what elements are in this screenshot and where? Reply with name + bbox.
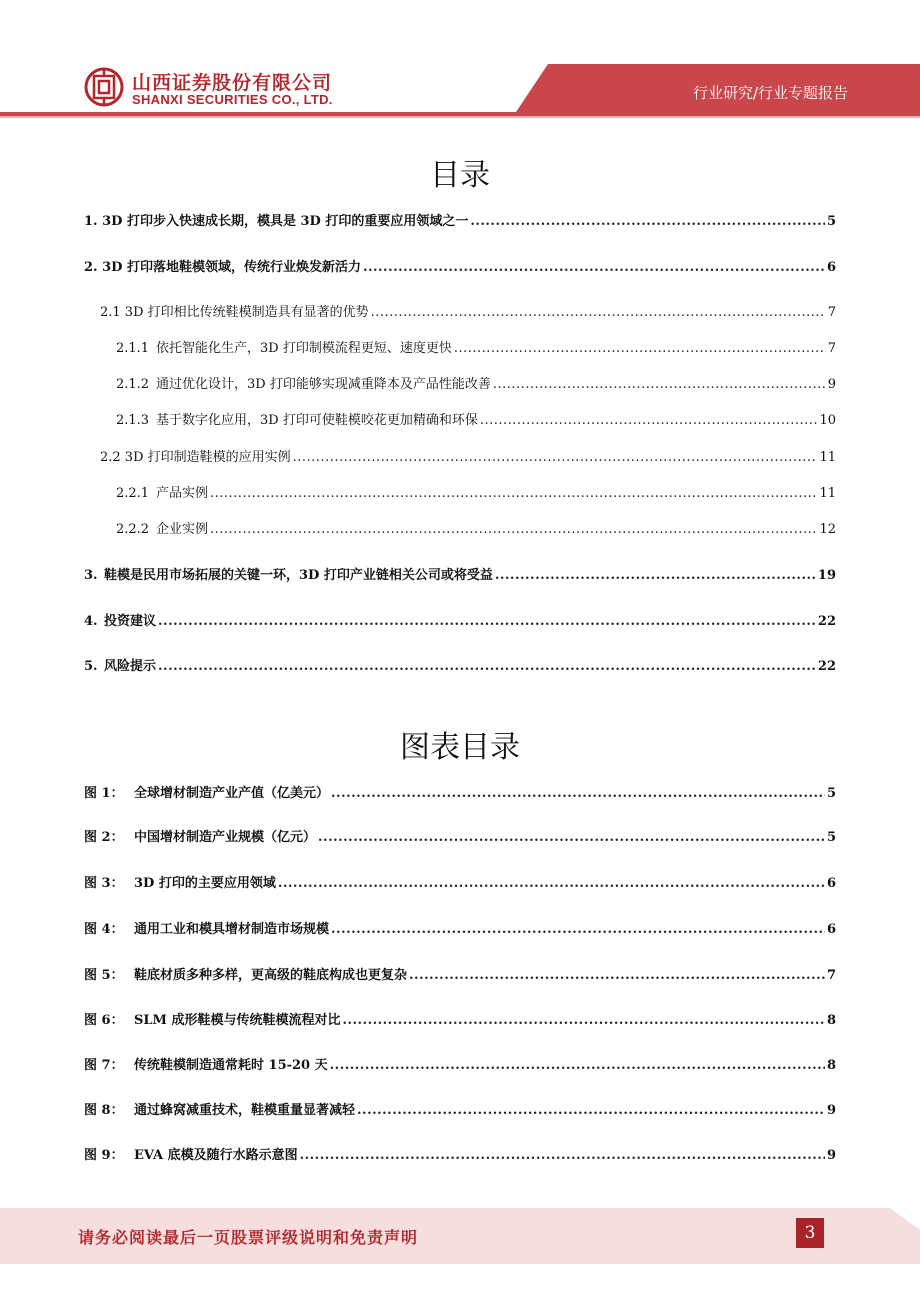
- toc-title: 目录: [430, 158, 490, 193]
- leader-dots: [158, 612, 816, 632]
- leader-dots: [210, 520, 817, 540]
- company-name-en: SHANXI SECURITIES CO., LTD.: [132, 92, 333, 107]
- figure-entry-page: 6: [826, 922, 836, 937]
- figure-entry-page: 8: [826, 1013, 836, 1028]
- leader-dots: [495, 566, 816, 586]
- figure-entry[interactable]: [84, 1011, 836, 1031]
- figure-entry-page: 9: [826, 1148, 836, 1163]
- toc-entry-label: 风险提示: [104, 659, 157, 674]
- figure-entry[interactable]: [84, 966, 836, 986]
- toc-entry-label: 2. 3D 打印落地鞋模领域，传统行业焕发新活力: [84, 260, 361, 275]
- toc-entry[interactable]: [116, 375, 836, 395]
- leader-dots: [278, 874, 825, 894]
- toc-entry-label: 投资建议: [104, 614, 157, 629]
- page-number: 3: [796, 1218, 824, 1248]
- figure-entry-label: 中国增材制造产业规模（亿元）: [134, 830, 317, 845]
- figure-entry-number: 图 7：: [84, 1058, 124, 1073]
- toc-entry-page: 12: [819, 522, 836, 537]
- figure-entry[interactable]: [84, 920, 836, 940]
- report-type-label: 行业研究/行业专题报告: [692, 84, 848, 102]
- toc-entry-label: 产品实例: [156, 486, 209, 501]
- figure-entry[interactable]: [84, 1056, 836, 1076]
- toc-entry[interactable]: [116, 411, 836, 431]
- figure-entry-page: 5: [826, 786, 836, 801]
- toc-entry-label: 鞋模是民用市场拓展的关键一环，3D 打印产业链相关公司或将受益: [104, 568, 493, 583]
- toc-entry-number: 2.2.1: [116, 486, 150, 501]
- leader-dots: [210, 484, 817, 504]
- toc-entry[interactable]: [116, 520, 836, 540]
- toc-entry-page: 11: [819, 486, 836, 501]
- toc-entry-label: 基于数字化应用，3D 打印可使鞋模咬花更加精确和环保: [156, 413, 478, 428]
- figure-entry-page: 9: [826, 1103, 836, 1118]
- toc-entry-number: 3.: [84, 568, 98, 583]
- shanxi-securities-logo-icon: [84, 67, 124, 107]
- figure-entry-number: 图 8：: [84, 1103, 124, 1118]
- leader-dots: [331, 784, 825, 804]
- figure-entry-number: 图 4：: [84, 922, 124, 937]
- toc-entry[interactable]: [84, 612, 836, 632]
- figure-entry-label: 通用工业和模具增材制造市场规模: [134, 922, 330, 937]
- toc-entry-label: 2.2 3D 打印制造鞋模的应用实例: [100, 450, 291, 465]
- toc-entry-page: 10: [819, 413, 836, 428]
- toc-entry-label: 1. 3D 打印步入快速成长期，模具是 3D 打印的重要应用领域之一: [84, 214, 469, 229]
- toc-entry-number: 5.: [84, 659, 98, 674]
- leader-dots: [454, 339, 826, 359]
- toc-entry[interactable]: [84, 258, 836, 278]
- leader-dots: [493, 375, 826, 395]
- figures-title: 图表目录: [400, 730, 520, 765]
- figure-entry[interactable]: [84, 1101, 836, 1121]
- toc-entry[interactable]: [100, 448, 836, 468]
- toc-entry[interactable]: [100, 303, 836, 323]
- toc-entry-page: 7: [827, 341, 836, 356]
- leader-dots: [293, 448, 818, 468]
- leader-dots: [331, 920, 825, 940]
- toc-entry-label: 2.1 3D 打印相比传统鞋模制造具有显著的优势: [100, 305, 369, 320]
- figure-entry-page: 5: [826, 830, 836, 845]
- leader-dots: [470, 212, 825, 232]
- toc-entry-label: 依托智能化生产，3D 打印制模流程更短、速度更快: [156, 341, 452, 356]
- leader-dots: [409, 966, 825, 986]
- figure-entry[interactable]: [84, 1146, 836, 1166]
- figure-entry-label: 全球增材制造产业产值（亿美元）: [134, 786, 330, 801]
- figure-entry-number: 图 2：: [84, 830, 124, 845]
- figure-entry-label: 通过蜂窝减重技术，鞋模重量显著减轻: [134, 1103, 356, 1118]
- toc-entry-page: 9: [827, 377, 836, 392]
- figure-entry-number: 图 6：: [84, 1013, 124, 1028]
- toc-entry-page: 7: [827, 305, 836, 320]
- leader-dots: [342, 1011, 825, 1031]
- figure-entry[interactable]: [84, 784, 836, 804]
- toc-entry-page: 5: [826, 214, 836, 229]
- figure-entry-page: 8: [826, 1058, 836, 1073]
- toc-entry-number: 2.2.2: [116, 522, 150, 537]
- toc-entry[interactable]: [84, 566, 836, 586]
- figure-entry-label: SLM 成形鞋模与传统鞋模流程对比: [134, 1013, 341, 1028]
- leader-dots: [300, 1146, 825, 1166]
- figure-entry-number: 图 5：: [84, 968, 124, 983]
- toc-entry-page: 11: [819, 450, 836, 465]
- toc-entry[interactable]: [116, 484, 836, 504]
- disclaimer-text: 请务必阅读最后一页股票评级说明和免责声明: [78, 1228, 419, 1247]
- toc-entry[interactable]: [116, 339, 836, 359]
- toc-entry-number: 2.1.1: [116, 341, 150, 356]
- figure-entry[interactable]: [84, 828, 836, 848]
- leader-dots: [330, 1056, 825, 1076]
- toc-entry-page: 22: [817, 659, 836, 674]
- leader-dots: [158, 657, 816, 677]
- toc-entry-number: 2.1.3: [116, 413, 150, 428]
- figure-entry-label: EVA 底模及随行水路示意图: [134, 1148, 298, 1163]
- figure-entry-page: 7: [826, 968, 836, 983]
- figure-entry-number: 图 3：: [84, 876, 124, 891]
- leader-dots: [371, 303, 826, 323]
- toc-entry[interactable]: [84, 657, 836, 677]
- figure-entry-number: 图 9：: [84, 1148, 124, 1163]
- figure-entry-label: 3D 打印的主要应用领域: [134, 876, 276, 891]
- figure-entry[interactable]: [84, 874, 836, 894]
- toc-entry-number: 4.: [84, 614, 98, 629]
- toc-entry-label: 企业实例: [156, 522, 209, 537]
- leader-dots: [363, 258, 825, 278]
- toc-entry-page: 19: [817, 568, 836, 583]
- figure-entry-label: 传统鞋模制造通常耗时 15-20 天: [134, 1058, 328, 1073]
- leader-dots: [480, 411, 818, 431]
- toc-entry[interactable]: [84, 212, 836, 232]
- company-name-cn: 山西证券股份有限公司: [132, 72, 333, 94]
- leader-dots: [357, 1101, 825, 1121]
- leader-dots: [318, 828, 825, 848]
- toc-entry-number: 2.1.2: [116, 377, 150, 392]
- page-header: [0, 0, 920, 120]
- figure-entry-page: 6: [826, 876, 836, 891]
- figure-entry-number: 图 1：: [84, 786, 124, 801]
- figure-entry-label: 鞋底材质多种多样，更高级的鞋底构成也更复杂: [134, 968, 408, 983]
- toc-entry-page: 22: [817, 614, 836, 629]
- toc-entry-label: 通过优化设计，3D 打印能够实现减重降本及产品性能改善: [156, 377, 491, 392]
- toc-entry-page: 6: [826, 260, 836, 275]
